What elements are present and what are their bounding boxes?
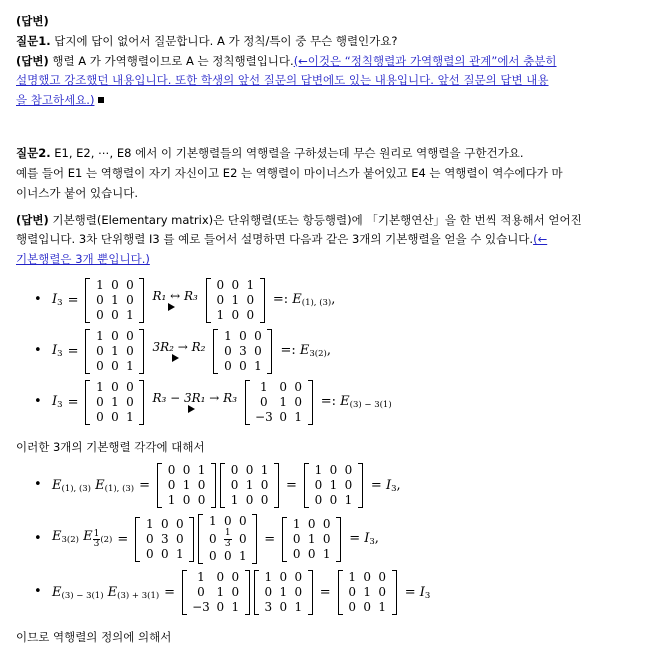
q2-answer-line-2 bbox=[16, 231, 655, 249]
bullet-icon: • bbox=[34, 530, 42, 546]
spacer-mid bbox=[0, 431, 669, 438]
bullet-icon: • bbox=[34, 477, 42, 493]
equals-sign: = bbox=[67, 394, 79, 410]
product-row bbox=[0, 570, 669, 615]
result-matrix-1: 0 0 1 0 1 0 1 0 0 bbox=[206, 278, 265, 323]
identity-matrix: 1 0 0 0 1 0 0 0 1 bbox=[85, 329, 144, 374]
row-operation-label-1: R₁ ↔ R₃ bbox=[152, 289, 198, 304]
product-row bbox=[0, 514, 669, 564]
bullet-icon: • bbox=[34, 584, 42, 600]
question-2-line-2: 예를 들어 E1 는 역행렬이 자기 자신이고 E2 는 역행렬이 마이너스가 붙어있고 E4 는 역행렬이 역수에다가 마 bbox=[16, 165, 563, 180]
question-2-label: 질문2. bbox=[16, 146, 51, 161]
product-factor-3b: 1 0 0 0 1 0 3 0 1 bbox=[254, 570, 313, 615]
equals-sign: = bbox=[67, 343, 79, 359]
equals-sign: = bbox=[286, 478, 297, 494]
question-2-text-1: E1, E2, ⋯, E8 에서 이 기본행렬들의 역행렬을 구하셨는데 무슨 원리로 역행렬을 구한건가요. bbox=[54, 146, 524, 161]
result-name-3: =: $E_{(3) - 3(1)}$ bbox=[320, 394, 392, 411]
row-operation-arrow-3 bbox=[152, 391, 237, 413]
q2-answer-line-3 bbox=[16, 251, 655, 269]
product-factor-1a: 0 0 1 0 1 0 1 0 0 bbox=[157, 463, 216, 508]
bullet-icon: • bbox=[34, 342, 42, 358]
row-operation-label-3: R₃ − 3R₁ → R₃ bbox=[152, 391, 238, 406]
identity-symbol: $I_3$ bbox=[52, 394, 63, 411]
spacer-products bbox=[0, 456, 669, 463]
section-spacer-1 bbox=[0, 112, 669, 138]
elementary-op-row bbox=[0, 278, 669, 323]
product-result-3: 1 0 0 0 1 0 0 0 1 bbox=[338, 570, 397, 615]
q1-answer-line-1 bbox=[16, 53, 655, 71]
product-lhs-3: $E_{(3) - 3(1)}$ $E_{(3) + 3(1)}$ bbox=[52, 584, 160, 601]
elementary-op-row bbox=[0, 329, 669, 374]
q1-answer-link-1[interactable]: (←이것은 “정칙행렬과 가역행렬의 관계”에서 충분히 bbox=[293, 53, 557, 68]
section-end-text: 이므로 역행렬의 정의에 의해서 bbox=[16, 630, 172, 645]
result-name-2: =: $E_{3(2)}$, bbox=[280, 343, 331, 360]
question-2-line-1 bbox=[16, 145, 655, 163]
q2-answer-line-1 bbox=[16, 212, 655, 230]
product-tail-2: = $I_3$, bbox=[349, 531, 379, 548]
q2-answer-link-line[interactable]: 기본행렬은 3개 뿐입니다.) bbox=[16, 252, 150, 267]
bullet-icon: • bbox=[34, 393, 42, 409]
section-spacer-1b bbox=[0, 138, 669, 145]
row-operation-arrow-2 bbox=[152, 340, 205, 362]
product-identity-list bbox=[0, 463, 669, 615]
q2-answer-text-2: 행렬입니다. 3차 단위행렬 I3 를 예로 들어서 설명하면 다음과 같은 3개의 기본행렬을 얻을 수 있습니다. bbox=[16, 232, 534, 247]
section-mid-text: 이러한 3개의 기본행렬 각각에 대해서 bbox=[16, 439, 205, 454]
question-2-line-3: 이너스가 붙어 있습니다. bbox=[16, 185, 139, 200]
equals-sign: = bbox=[319, 585, 331, 601]
q2-spacer bbox=[16, 205, 655, 212]
q2-answer-link-tail[interactable]: (← bbox=[533, 232, 548, 247]
equals-sign: = bbox=[264, 531, 276, 547]
question-2-block bbox=[0, 145, 669, 269]
result-matrix-2: 1 0 0 0 3 0 0 0 1 bbox=[213, 329, 272, 374]
question-1-line bbox=[16, 33, 655, 51]
q2-answer-tag: (답변) bbox=[16, 212, 49, 227]
spacer-before-elementary bbox=[0, 271, 669, 278]
q1-answer-line-3 bbox=[16, 92, 655, 110]
spacer-end bbox=[0, 621, 669, 628]
top-spacer bbox=[0, 0, 669, 13]
product-factor-2b: 1 0 0 0 $\frac{1}{3}$ 0 0 0 1 bbox=[198, 514, 257, 564]
product-row bbox=[0, 463, 669, 508]
product-lhs-1: $E_{(1), (3)}$ $E_{(1), (3)}$ bbox=[52, 477, 135, 494]
equals-sign: = bbox=[139, 478, 151, 494]
q1-answer-link-2[interactable]: 설명했고 강조했던 내용입니다. 또한 학생의 앞선 질문의 답변에도 있는 내용입니다. 앞선 질문의 답변 내용 bbox=[16, 73, 549, 88]
product-factor-3a: 1 0 0 0 1 0 −3 0 1 bbox=[182, 570, 250, 615]
product-tail-1: = $I_3$, bbox=[370, 477, 401, 494]
product-lhs-2: $E_{3(2)}$ E $_{\frac{1}{3} (2)}$ bbox=[52, 528, 113, 550]
question-1-label: 질문1. bbox=[16, 33, 51, 48]
result-matrix-3: 1 0 0 0 1 0 −3 0 1 bbox=[245, 380, 313, 425]
q1-answer-tag: (답변) bbox=[16, 53, 49, 68]
question-1-block bbox=[0, 33, 669, 110]
row-operation-label-2: 3R₂ → R₂ bbox=[152, 340, 206, 355]
product-result-2: 1 0 0 0 1 0 0 0 1 bbox=[282, 517, 341, 562]
equals-sign: = bbox=[67, 292, 79, 308]
equals-sign: = bbox=[117, 531, 129, 547]
answer-tag: (답변) bbox=[16, 14, 49, 28]
identity-symbol: $I_3$ bbox=[52, 343, 63, 360]
row-operation-arrow-1 bbox=[152, 289, 197, 311]
product-factor-2a: 1 0 0 0 3 0 0 0 1 bbox=[135, 517, 194, 562]
equals-sign: = bbox=[164, 585, 176, 601]
elementary-op-row bbox=[0, 380, 669, 425]
q2-answer-text-1: 기본행렬(Elementary matrix)은 단위행렬(또는 항등행렬)에 「기본행연산」을 한 번씩 적용해서 얻어진 bbox=[52, 212, 582, 227]
bullet-icon: • bbox=[34, 291, 42, 307]
identity-matrix: 1 0 0 0 1 0 0 0 1 bbox=[85, 278, 144, 323]
identity-matrix: 1 0 0 0 1 0 0 0 1 bbox=[85, 380, 144, 425]
identity-symbol: $I_3$ bbox=[52, 292, 63, 309]
q1-answer-text: 행렬 A 가 가역행렬이므로 A 는 정칙행렬입니다. bbox=[52, 53, 294, 68]
end-of-proof-square-icon bbox=[98, 97, 104, 103]
product-tail-3: = $I_3$ bbox=[404, 584, 431, 601]
result-name-1: =: $E_{(1), (3)}$, bbox=[272, 292, 336, 309]
q1-answer-link-3[interactable]: 을 참고하세요.) bbox=[16, 93, 95, 108]
question-1-text: 답지에 답이 없어서 질문합니다. A 가 정칙/특이 중 무슨 행렬인가요? bbox=[54, 33, 398, 48]
q1-answer-tag-line bbox=[0, 13, 669, 31]
elementary-matrix-list bbox=[0, 278, 669, 425]
q1-answer-line-2 bbox=[16, 72, 655, 90]
product-result-1: 1 0 0 0 1 0 0 0 1 bbox=[304, 463, 363, 508]
product-factor-1b: 0 0 1 0 1 0 1 0 0 bbox=[220, 463, 279, 508]
